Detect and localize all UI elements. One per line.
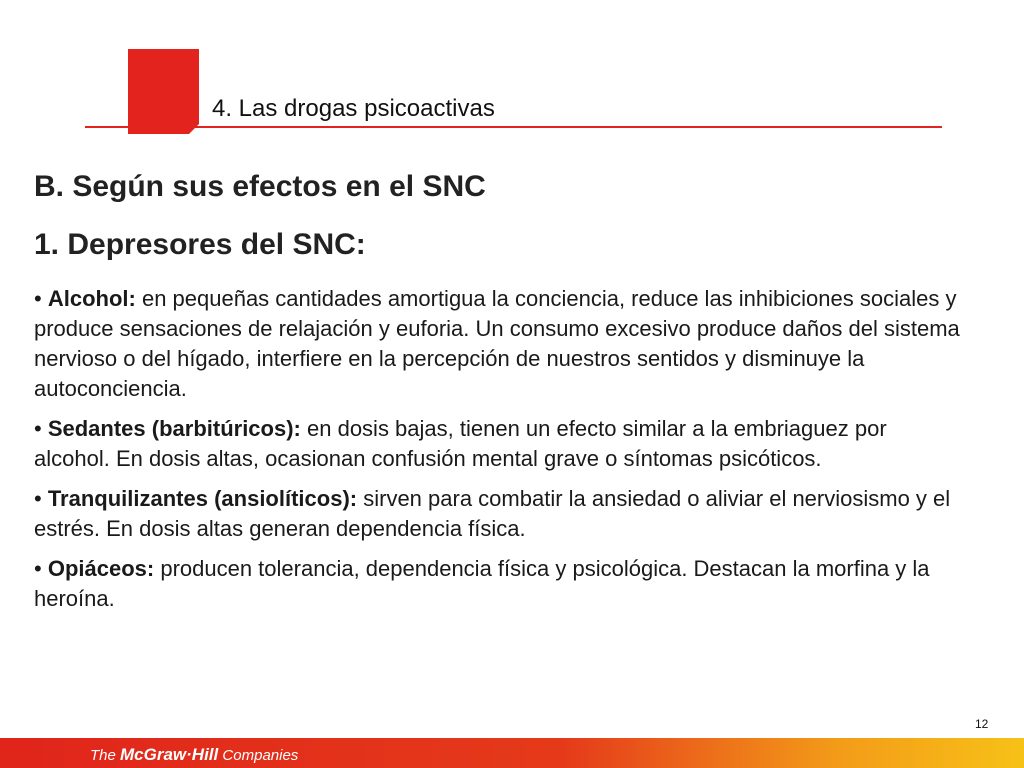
logo-prefix: The: [90, 747, 121, 764]
logo-suffix: Companies: [218, 747, 299, 764]
logo-brand: McGraw·Hill: [120, 745, 219, 764]
bullet: •: [34, 416, 42, 441]
list-item-alcohol: [34, 284, 964, 404]
item-term: Tranquilizantes (ansiolíticos):: [47, 486, 358, 511]
item-text: en pequeñas cantidades amortigua la conciencia, reduce las inhibiciones sociales y produce sensaciones de relajación y euforia. Un consumo excesivo produce daños del sistema nervioso o del hígado, interfiere en la percepción de nuestros sentidos y disminuye la autoconciencia.: [34, 286, 960, 401]
decorative-red-block: [128, 49, 199, 134]
bullet: •: [34, 286, 42, 311]
list-item-opiaceos: [34, 554, 964, 614]
list-item-sedantes: [34, 414, 964, 474]
item-text: sirven para combatir la ansiedad o aliviar el nerviosismo y el estrés. En dosis altas generan dependencia física.: [34, 486, 951, 541]
item-term: Alcohol:: [47, 286, 136, 311]
page-number: 12: [975, 717, 989, 731]
company-logo: [90, 745, 298, 765]
heading-effects-snc: B. Según sus efectos en el SNC: [34, 170, 486, 203]
drug-list: [34, 284, 964, 624]
list-item-tranquilizantes: [34, 484, 964, 544]
item-term: Sedantes (barbitúricos):: [47, 416, 301, 441]
item-text: producen tolerancia, dependencia física y psicológica. Destacan la morfina y la heroína.: [34, 556, 930, 611]
header-divider: [85, 126, 942, 128]
bullet: •: [34, 486, 42, 511]
section-title: 4. Las drogas psicoactivas: [212, 95, 495, 122]
bullet: •: [34, 556, 42, 581]
item-term: Opiáceos:: [47, 556, 155, 581]
heading-depresores: 1. Depresores del SNC:: [34, 228, 366, 261]
item-text: en dosis bajas, tienen un efecto similar a la embriaguez por alcohol. En dosis altas, ocasionan confusión mental grave o síntomas psicóticos.: [34, 416, 887, 471]
